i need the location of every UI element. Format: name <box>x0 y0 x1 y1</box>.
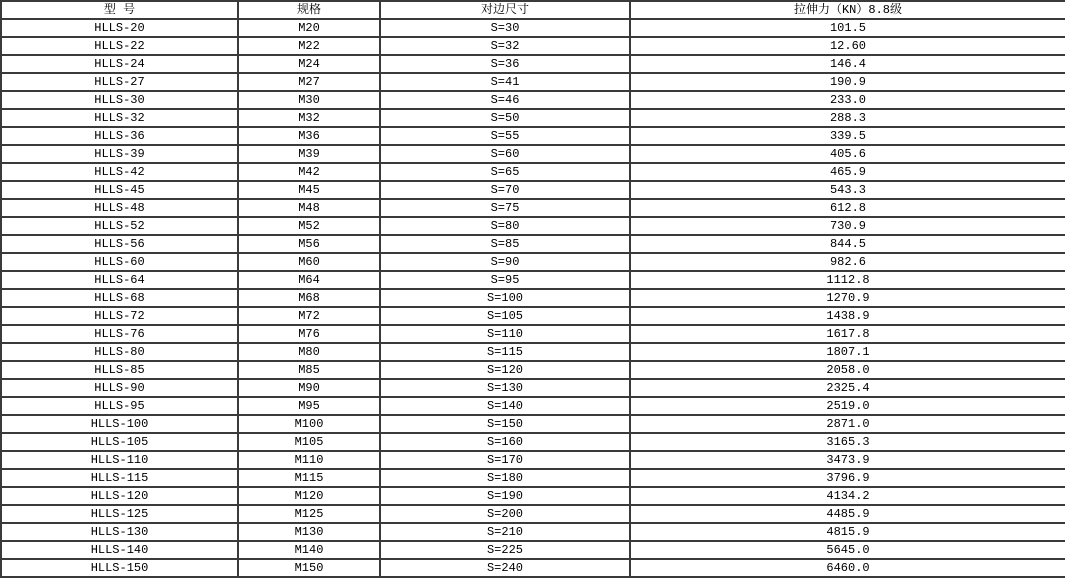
cell-model: HLLS-52 <box>1 217 238 235</box>
cell-model: HLLS-90 <box>1 379 238 397</box>
cell-width-flats: S=160 <box>380 433 630 451</box>
cell-width-flats: S=32 <box>380 37 630 55</box>
cell-model: HLLS-105 <box>1 433 238 451</box>
cell-width-flats: S=130 <box>380 379 630 397</box>
table-row <box>1 289 1065 307</box>
cell-spec: M95 <box>238 397 380 415</box>
cell-model: HLLS-39 <box>1 145 238 163</box>
cell-model: HLLS-20 <box>1 19 238 37</box>
cell-model: HLLS-45 <box>1 181 238 199</box>
cell-width-flats: S=30 <box>380 19 630 37</box>
table-row <box>1 307 1065 325</box>
cell-tensile-force: 1617.8 <box>630 325 1065 343</box>
cell-tensile-force: 4134.2 <box>630 487 1065 505</box>
table-row <box>1 397 1065 415</box>
cell-spec: M150 <box>238 559 380 577</box>
cell-spec: M80 <box>238 343 380 361</box>
cell-spec: M120 <box>238 487 380 505</box>
cell-model: HLLS-42 <box>1 163 238 181</box>
table-row <box>1 145 1065 163</box>
table-row <box>1 19 1065 37</box>
cell-width-flats: S=41 <box>380 73 630 91</box>
cell-tensile-force: 339.5 <box>630 127 1065 145</box>
table-row <box>1 325 1065 343</box>
cell-width-flats: S=190 <box>380 487 630 505</box>
table-row <box>1 55 1065 73</box>
cell-width-flats: S=60 <box>380 145 630 163</box>
cell-model: HLLS-32 <box>1 109 238 127</box>
cell-width-flats: S=80 <box>380 217 630 235</box>
cell-width-flats: S=170 <box>380 451 630 469</box>
cell-model: HLLS-60 <box>1 253 238 271</box>
column-header-tensile-force: 拉伸力（KN）8.8级 <box>630 1 1065 19</box>
cell-spec: M30 <box>238 91 380 109</box>
cell-spec: M105 <box>238 433 380 451</box>
column-header-spec: 规格 <box>238 1 380 19</box>
cell-width-flats: S=105 <box>380 307 630 325</box>
cell-tensile-force: 1438.9 <box>630 307 1065 325</box>
cell-model: HLLS-64 <box>1 271 238 289</box>
cell-width-flats: S=115 <box>380 343 630 361</box>
table-row <box>1 181 1065 199</box>
cell-tensile-force: 612.8 <box>630 199 1065 217</box>
cell-tensile-force: 3473.9 <box>630 451 1065 469</box>
cell-width-flats: S=180 <box>380 469 630 487</box>
cell-spec: M115 <box>238 469 380 487</box>
cell-width-flats: S=70 <box>380 181 630 199</box>
table-row <box>1 127 1065 145</box>
table-row <box>1 217 1065 235</box>
cell-tensile-force: 543.3 <box>630 181 1065 199</box>
cell-spec: M24 <box>238 55 380 73</box>
cell-spec: M36 <box>238 127 380 145</box>
cell-width-flats: S=210 <box>380 523 630 541</box>
table-row <box>1 361 1065 379</box>
cell-spec: M20 <box>238 19 380 37</box>
cell-width-flats: S=100 <box>380 289 630 307</box>
cell-tensile-force: 2058.0 <box>630 361 1065 379</box>
cell-spec: M130 <box>238 523 380 541</box>
cell-model: HLLS-85 <box>1 361 238 379</box>
cell-tensile-force: 190.9 <box>630 73 1065 91</box>
cell-tensile-force: 146.4 <box>630 55 1065 73</box>
cell-tensile-force: 1270.9 <box>630 289 1065 307</box>
cell-spec: M52 <box>238 217 380 235</box>
table-row <box>1 415 1065 433</box>
cell-tensile-force: 4815.9 <box>630 523 1065 541</box>
table-row <box>1 91 1065 109</box>
table-row <box>1 163 1065 181</box>
table-row <box>1 523 1065 541</box>
table-row <box>1 73 1065 91</box>
cell-model: HLLS-48 <box>1 199 238 217</box>
cell-width-flats: S=140 <box>380 397 630 415</box>
table-row <box>1 199 1065 217</box>
table-row <box>1 253 1065 271</box>
cell-spec: M110 <box>238 451 380 469</box>
cell-spec: M48 <box>238 199 380 217</box>
cell-spec: M39 <box>238 145 380 163</box>
table-row <box>1 343 1065 361</box>
cell-tensile-force: 2871.0 <box>630 415 1065 433</box>
table-row <box>1 469 1065 487</box>
cell-tensile-force: 6460.0 <box>630 559 1065 577</box>
table-row <box>1 505 1065 523</box>
cell-tensile-force: 4485.9 <box>630 505 1065 523</box>
cell-tensile-force: 844.5 <box>630 235 1065 253</box>
cell-width-flats: S=150 <box>380 415 630 433</box>
cell-model: HLLS-115 <box>1 469 238 487</box>
cell-width-flats: S=50 <box>380 109 630 127</box>
cell-model: HLLS-80 <box>1 343 238 361</box>
cell-width-flats: S=90 <box>380 253 630 271</box>
header-row <box>1 1 1065 19</box>
cell-model: HLLS-24 <box>1 55 238 73</box>
cell-tensile-force: 2519.0 <box>630 397 1065 415</box>
cell-spec: M32 <box>238 109 380 127</box>
cell-spec: M90 <box>238 379 380 397</box>
cell-model: HLLS-22 <box>1 37 238 55</box>
cell-tensile-force: 1807.1 <box>630 343 1065 361</box>
cell-width-flats: S=65 <box>380 163 630 181</box>
cell-tensile-force: 465.9 <box>630 163 1065 181</box>
cell-model: HLLS-68 <box>1 289 238 307</box>
cell-tensile-force: 5645.0 <box>630 541 1065 559</box>
cell-spec: M22 <box>238 37 380 55</box>
cell-spec: M45 <box>238 181 380 199</box>
table-body <box>1 19 1065 577</box>
table-row <box>1 379 1065 397</box>
cell-width-flats: S=240 <box>380 559 630 577</box>
cell-model: HLLS-36 <box>1 127 238 145</box>
cell-width-flats: S=200 <box>380 505 630 523</box>
cell-spec: M27 <box>238 73 380 91</box>
cell-model: HLLS-130 <box>1 523 238 541</box>
cell-model: HLLS-56 <box>1 235 238 253</box>
cell-tensile-force: 405.6 <box>630 145 1065 163</box>
cell-model: HLLS-140 <box>1 541 238 559</box>
cell-width-flats: S=46 <box>380 91 630 109</box>
table-row <box>1 235 1065 253</box>
cell-width-flats: S=225 <box>380 541 630 559</box>
cell-spec: M125 <box>238 505 380 523</box>
cell-model: HLLS-95 <box>1 397 238 415</box>
cell-tensile-force: 288.3 <box>630 109 1065 127</box>
cell-spec: M60 <box>238 253 380 271</box>
cell-tensile-force: 12.60 <box>630 37 1065 55</box>
cell-tensile-force: 3165.3 <box>630 433 1065 451</box>
cell-width-flats: S=110 <box>380 325 630 343</box>
cell-tensile-force: 3796.9 <box>630 469 1065 487</box>
cell-tensile-force: 101.5 <box>630 19 1065 37</box>
cell-spec: M68 <box>238 289 380 307</box>
cell-model: HLLS-30 <box>1 91 238 109</box>
cell-model: HLLS-100 <box>1 415 238 433</box>
cell-width-flats: S=36 <box>380 55 630 73</box>
table-row <box>1 451 1065 469</box>
cell-spec: M42 <box>238 163 380 181</box>
column-header-model: 型 号 <box>1 1 238 19</box>
cell-width-flats: S=55 <box>380 127 630 145</box>
table-row <box>1 433 1065 451</box>
cell-tensile-force: 2325.4 <box>630 379 1065 397</box>
table-row <box>1 541 1065 559</box>
cell-tensile-force: 730.9 <box>630 217 1065 235</box>
cell-width-flats: S=120 <box>380 361 630 379</box>
cell-model: HLLS-72 <box>1 307 238 325</box>
cell-model: HLLS-110 <box>1 451 238 469</box>
cell-spec: M85 <box>238 361 380 379</box>
cell-model: HLLS-27 <box>1 73 238 91</box>
cell-model: HLLS-76 <box>1 325 238 343</box>
cell-width-flats: S=95 <box>380 271 630 289</box>
cell-spec: M64 <box>238 271 380 289</box>
cell-width-flats: S=75 <box>380 199 630 217</box>
cell-model: HLLS-120 <box>1 487 238 505</box>
cell-model: HLLS-125 <box>1 505 238 523</box>
cell-tensile-force: 233.0 <box>630 91 1065 109</box>
table-row <box>1 109 1065 127</box>
cell-spec: M56 <box>238 235 380 253</box>
table-row <box>1 487 1065 505</box>
cell-spec: M140 <box>238 541 380 559</box>
cell-tensile-force: 982.6 <box>630 253 1065 271</box>
cell-model: HLLS-150 <box>1 559 238 577</box>
cell-width-flats: S=85 <box>380 235 630 253</box>
table-row <box>1 271 1065 289</box>
cell-tensile-force: 1112.8 <box>630 271 1065 289</box>
table-header <box>1 1 1065 19</box>
column-header-width-flats: 对边尺寸 <box>380 1 630 19</box>
table-row <box>1 559 1065 577</box>
cell-spec: M100 <box>238 415 380 433</box>
cell-spec: M76 <box>238 325 380 343</box>
cell-spec: M72 <box>238 307 380 325</box>
table-row <box>1 37 1065 55</box>
